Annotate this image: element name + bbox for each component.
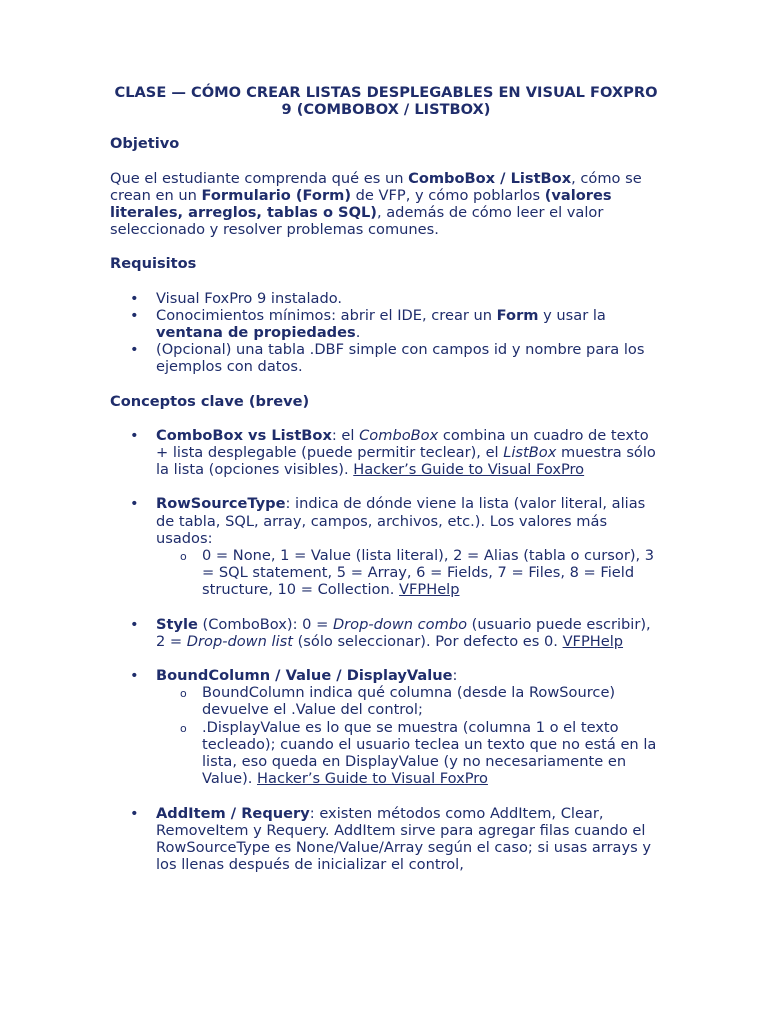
objetivo-text-3: de VFP, y cómo poblarlos bbox=[351, 186, 545, 204]
boundcolumn-sublist bbox=[156, 684, 662, 787]
vfphelp-link[interactable]: VFPHelp bbox=[399, 581, 460, 599]
requisitos-item-2-bold-1: Form bbox=[496, 306, 539, 324]
requisitos-item-2-text-2: y usar la bbox=[538, 306, 606, 324]
vfphelp-link[interactable]: VFPHelp bbox=[562, 632, 624, 650]
requisitos-item-1 bbox=[110, 290, 662, 307]
combobox-text-3: muestra sólo la lista (opciones visibles). bbox=[156, 444, 656, 479]
requisitos-item-1-text: Visual FoxPro 9 instalado. bbox=[156, 289, 343, 307]
objetivo-text-1: Que el estudiante comprenda qué es un bbox=[110, 169, 409, 187]
combobox-italic-2: ListBox bbox=[503, 444, 557, 462]
objetivo-text-2: , cómo se crean en un bbox=[110, 169, 642, 204]
objetivo-bold-2: Formulario (Form) bbox=[201, 186, 352, 204]
style-italic-2: Drop-down list bbox=[186, 632, 293, 650]
style-text-2: (usuario puede escribir), 2 = bbox=[156, 615, 651, 650]
conceptos-list bbox=[110, 427, 662, 873]
document-page bbox=[110, 84, 662, 890]
combobox-bold: ComboBox vs ListBox bbox=[156, 426, 332, 444]
heading-objetivo: Objetivo bbox=[110, 135, 180, 153]
concepto-rowsourcetype bbox=[110, 495, 662, 598]
concepto-combobox bbox=[110, 427, 662, 479]
objetivo-bold-3: (valores literales, arreglos, tablas o SQL) bbox=[110, 186, 612, 222]
requisitos-item-2-text-3: . bbox=[355, 324, 361, 342]
hackers-guide-link[interactable]: Hacker’s Guide to Visual FoxPro bbox=[257, 770, 488, 788]
requisitos-list bbox=[110, 290, 662, 376]
boundcolumn-subitem-2-text: .DisplayValue es lo que se muestra (columna 1 o el texto tecleado); cuando el usuario teclea un texto que no está en la lista, eso queda en DisplayValue (y no necesariamente en Value). bbox=[202, 718, 657, 788]
boundcolumn-subitem-2 bbox=[156, 719, 662, 788]
rowsourcetype-subitem bbox=[156, 547, 662, 599]
rowsourcetype-bold: RowSourceType bbox=[156, 495, 286, 513]
heading-requisitos: Requisitos bbox=[110, 255, 197, 273]
concepto-boundcolumn bbox=[110, 667, 662, 787]
requisitos-item-3 bbox=[110, 341, 662, 375]
objetivo-bold-1: ComboBox / ListBox bbox=[408, 169, 572, 187]
objetivo-text-4: , además de cómo leer el valor seleccionado y resolver problemas comunes. bbox=[110, 204, 604, 239]
requisitos-item-2-bold-2: ventana de propiedades bbox=[156, 324, 356, 342]
combobox-text-2: combina un cuadro de texto + lista desplegable (puede permitir teclear), el bbox=[156, 426, 649, 462]
additem-bold: AddItem / Requery bbox=[156, 804, 310, 822]
style-text-3: (sólo seleccionar). Por defecto es 0. bbox=[292, 632, 563, 650]
combobox-text-1: : el bbox=[331, 426, 360, 444]
rowsourcetype-subitem-text: 0 = None, 1 = Value (lista literal), 2 = Alias (tabla o cursor), 3 = SQL statement, 5 = Array, 6 = Fields, 7 = Files, 8 = Field structure, 10 = Collection. bbox=[202, 547, 655, 599]
concepto-additem bbox=[110, 805, 662, 874]
rowsourcetype-text: : indica de dónde viene la lista (valor literal, alias de tabla, SQL, array, campos, archivos, etc.). Los valores más usados: bbox=[156, 495, 646, 547]
style-bold: Style bbox=[156, 615, 198, 633]
requisitos-item-2-text-1: Conocimientos mínimos: abrir el IDE, crear un bbox=[156, 306, 497, 324]
rowsourcetype-sublist bbox=[156, 547, 662, 599]
objetivo-paragraph bbox=[110, 170, 662, 239]
heading-conceptos: Conceptos clave (breve) bbox=[110, 392, 310, 410]
style-text-1: (ComboBox): 0 = bbox=[197, 615, 333, 633]
concepto-style bbox=[110, 616, 662, 650]
style-italic-1: Drop-down combo bbox=[332, 615, 468, 633]
hackers-guide-link[interactable]: Hacker’s Guide to Visual FoxPro bbox=[353, 461, 585, 479]
boundcolumn-bold: BoundColumn / Value / DisplayValue bbox=[156, 667, 453, 685]
boundcolumn-subitem-1-text: BoundColumn indica qué columna (desde la RowSource) devuelve el .Value del control; bbox=[202, 684, 616, 719]
requisitos-item-2 bbox=[110, 307, 662, 341]
page-title: CLASE — CÓMO CREAR LISTAS DESPLEGABLES EN VISUAL FOXPRO 9 (COMBOBOX / LISTBOX) bbox=[114, 84, 658, 119]
combobox-italic-1: ComboBox bbox=[359, 426, 439, 444]
boundcolumn-text: : bbox=[452, 667, 458, 685]
boundcolumn-subitem-1 bbox=[156, 684, 662, 718]
additem-text: : existen métodos como AddItem, Clear, RemoveItem y Requery. AddItem sirve para agregar filas cuando el RowSourceType es None/Value/Array según el caso; si usas arrays y los llenas después de inicializar el control, bbox=[156, 804, 651, 874]
requisitos-item-3-text: (Opcional) una tabla .DBF simple con campos id y nombre para los ejemplos con datos. bbox=[156, 341, 645, 376]
